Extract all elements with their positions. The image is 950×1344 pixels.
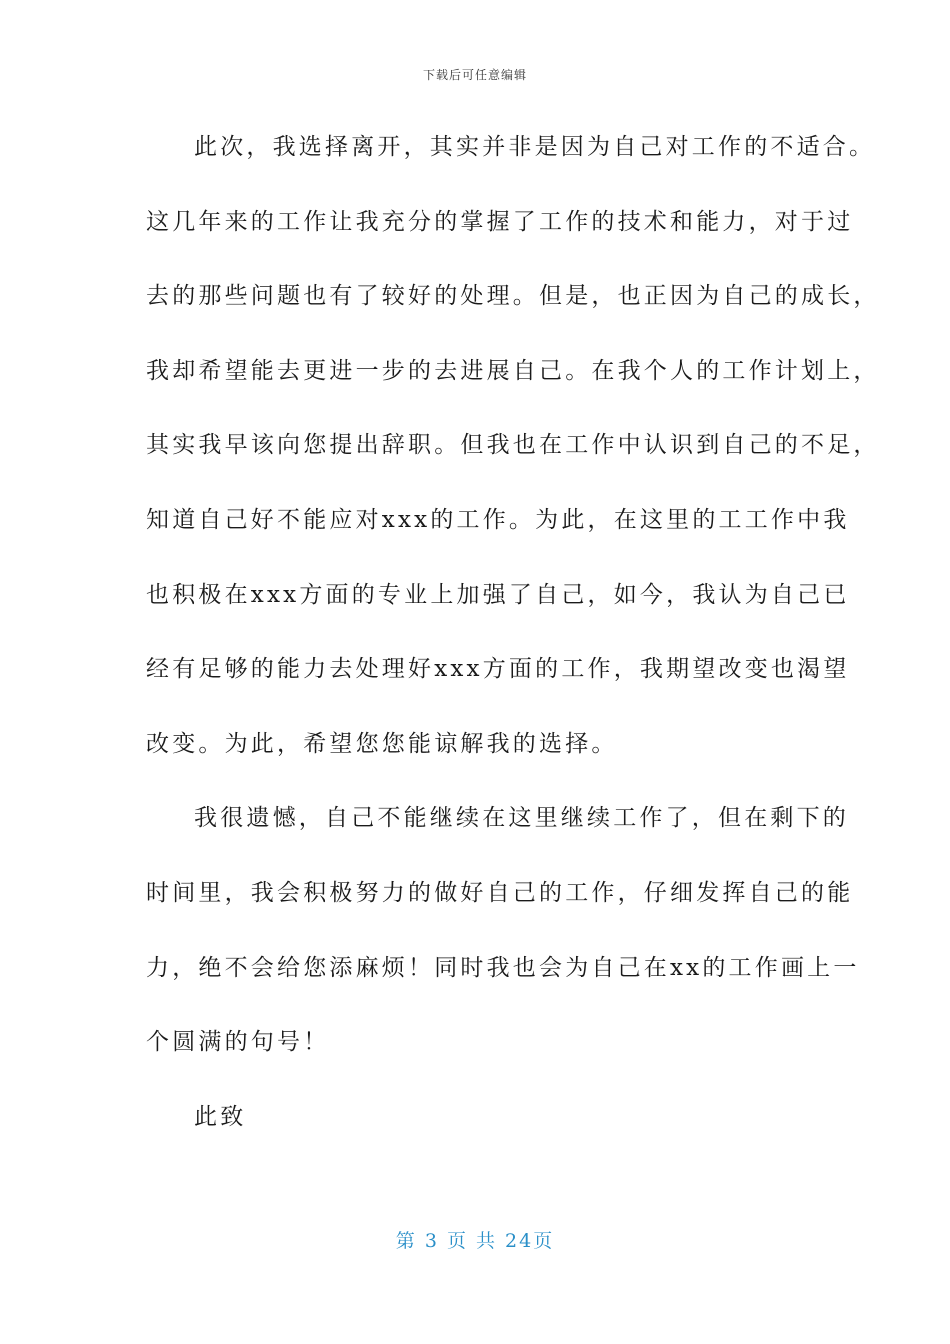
paragraph-line: 力，绝不会给您添麻烦！同时我也会为自己在xx的工作画上一 (146, 954, 860, 981)
paragraph-line: 也积极在xxx方面的专业上加强了自己，如今，我认为自己已 (146, 581, 850, 608)
paragraph-line: 经有足够的能力去处理好xxx方面的工作，我期望改变也渴望 (146, 656, 850, 683)
document-body (146, 125, 880, 1169)
paragraph-line: 此次，我选择离开，其实并非是因为自己对工作的不适合。 (194, 134, 876, 160)
paragraph-line: 去的那些问题也有了较好的处理。但是，也正因为自己的成长， (146, 283, 880, 310)
paragraph-line: 这几年来的工作让我充分的掌握了工作的技术和能力，对于过 (146, 208, 854, 235)
paragraph-line: 改变。为此，希望您您能谅解我的选择。 (146, 730, 618, 757)
paragraph-line: 我很遗憾，自己不能继续在这里继续工作了，但在剩下的 (194, 805, 849, 832)
paragraph-line: 时间里，我会积极努力的做好自己的工作，仔细发挥自己的能 (146, 879, 854, 906)
paragraph-line: 知道自己好不能应对xxx的工作。为此，在这里的工工作中我 (146, 506, 850, 533)
paragraph-line: 其实我早该向您提出辞职。但我也在工作中认识到自己的不足， (146, 432, 880, 459)
page-number: 第 3 页 共 24页 (395, 1230, 555, 1252)
paragraph-line: 个圆满的句号！ (146, 1029, 330, 1056)
paragraph-line: 我却希望能去更进一步的去进展自己。在我个人的工作计划上， (146, 357, 880, 384)
page-header: 下载后可任意编辑 (422, 68, 527, 82)
closing-salutation: 此致 (194, 1103, 247, 1130)
